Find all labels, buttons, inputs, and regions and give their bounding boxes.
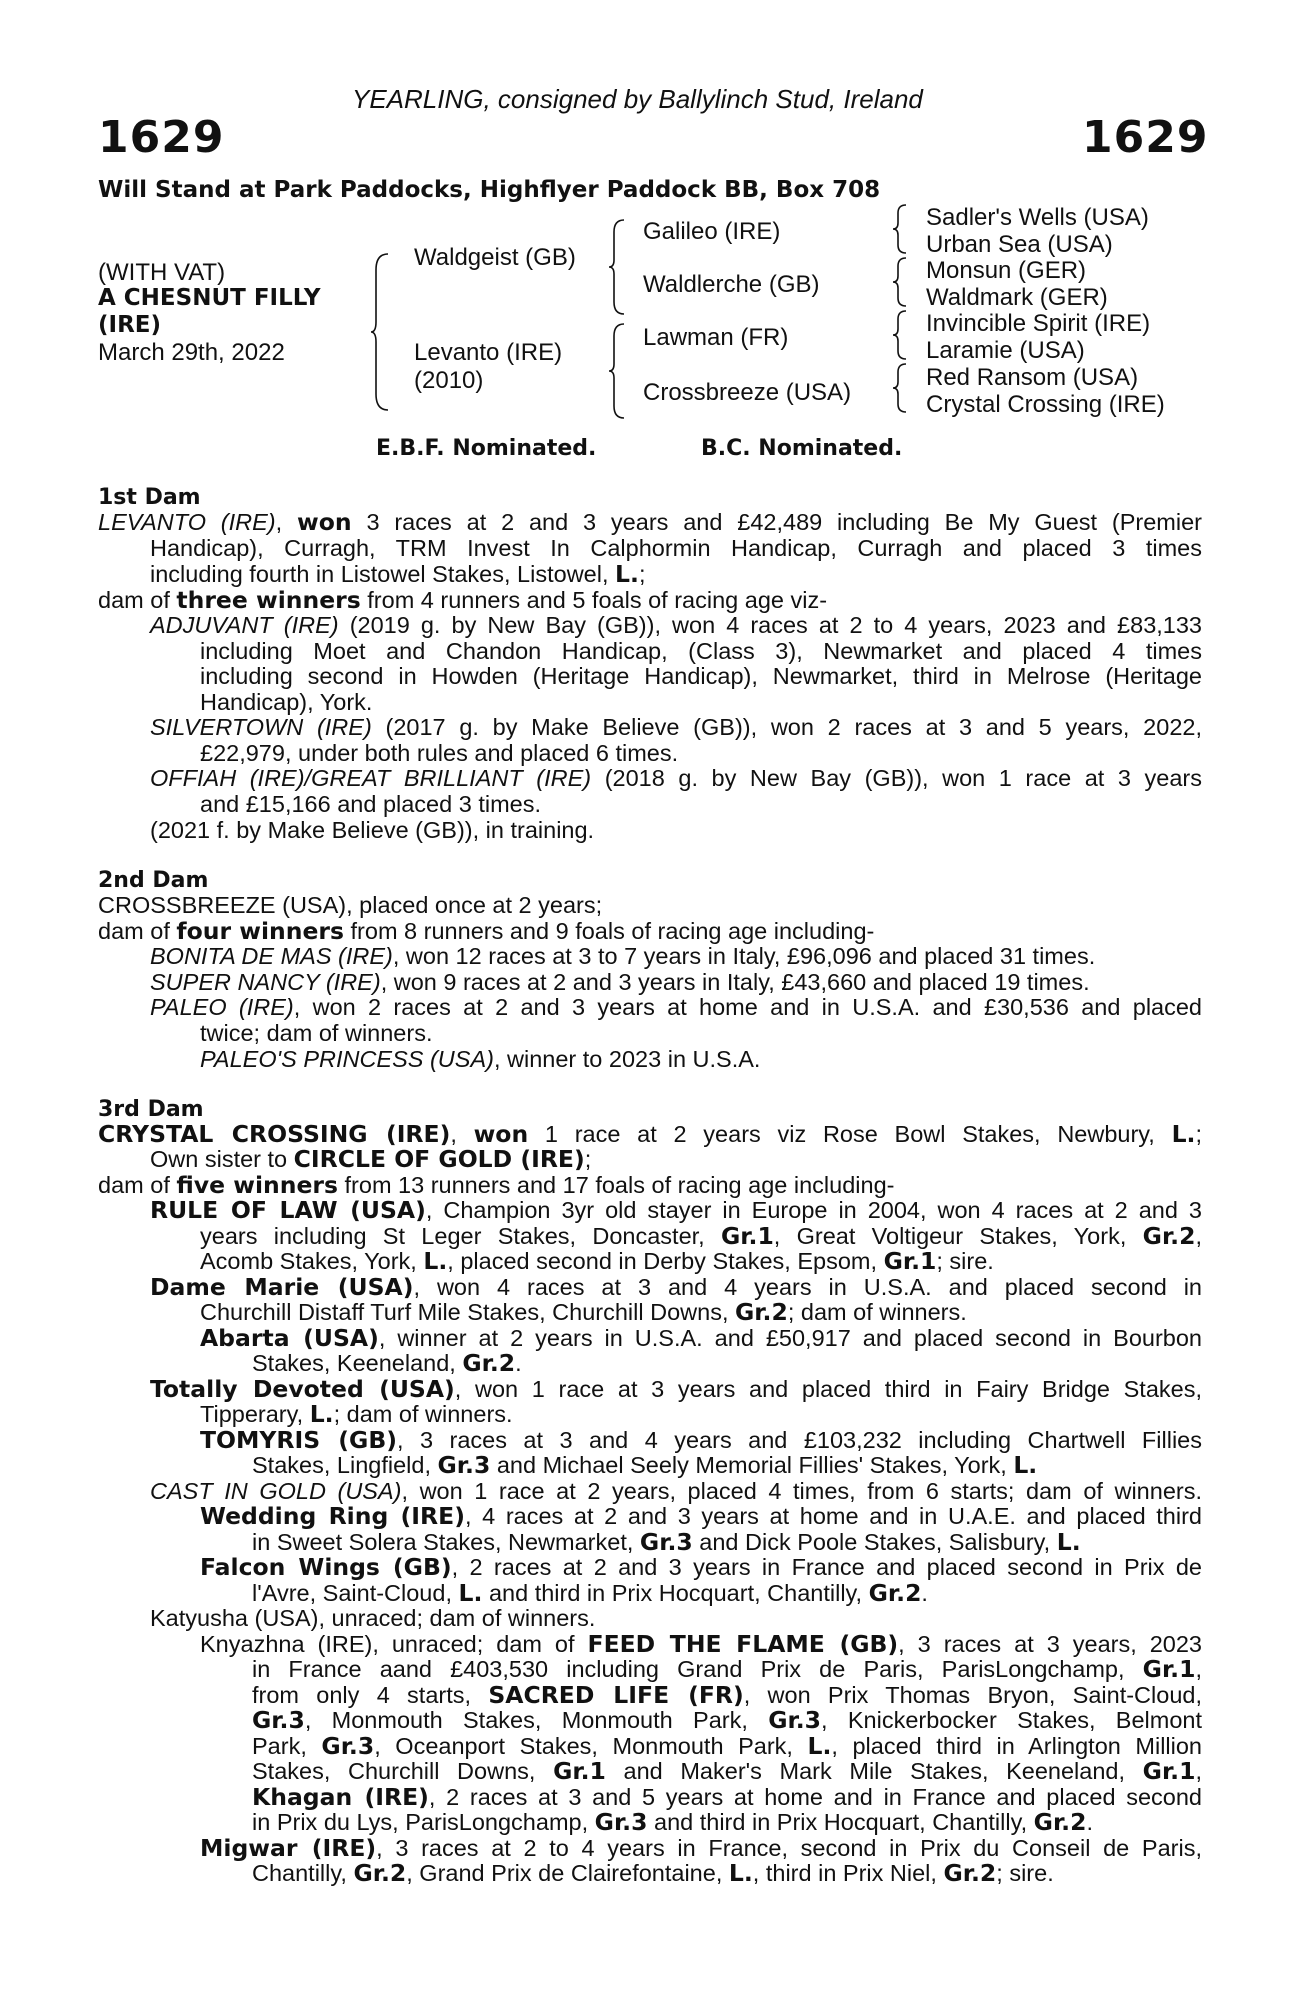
pedigree-dss: Invincible Spirit (IRE) xyxy=(926,310,1151,337)
pedigree-brace-ss xyxy=(892,203,910,255)
first-dam-heading: 1st Dam xyxy=(98,485,201,510)
produce-entry: Migwar (IRE), 3 races at 2 to 4 years in France, second in Prix du Conseil de Paris, xyxy=(200,1834,1202,1862)
produce-entry: Katyusha (USA), unraced; dam of winners. xyxy=(150,1605,596,1631)
horse-name: A CHESNUT FILLY xyxy=(98,285,321,311)
pedigree-dam: Levanto (IRE) xyxy=(414,339,563,366)
produce-entry: (2021 f. by Make Believe (GB)), in training. xyxy=(150,817,595,843)
produce-entry: TOMYRIS (GB), 3 races at 3 and 4 years and £103,232 including Chartwell Fillies xyxy=(200,1426,1202,1454)
produce-entry: Acomb Stakes, York, L., placed second in Derby Stakes, Epsom, Gr.1; sire. xyxy=(200,1247,994,1275)
pedigree-brace-dd xyxy=(892,362,910,414)
produce-entry: Khagan (IRE), 2 races at 3 and 5 years at home and in France and placed second xyxy=(252,1783,1202,1811)
produce-entry: in Sweet Solera Stakes, Newmarket, Gr.3 and Dick Poole Stakes, Salisbury, L. xyxy=(252,1528,1081,1556)
produce-entry: in Prix du Lys, ParisLongchamp, Gr.3 and third in Prix Hocquart, Chantilly, Gr.2. xyxy=(252,1808,1093,1836)
produce-entry: OFFIAH (IRE)/GREAT BRILLIANT (IRE) (2018 g. by New Bay (GB)), won 1 race at 3 years xyxy=(150,765,1203,791)
produce-entry: PALEO (IRE), won 2 races at 2 and 3 years at home and in U.S.A. and £30,536 and placed xyxy=(150,994,1202,1020)
produce-entry: £22,979, under both rules and placed 6 times. xyxy=(200,740,679,766)
produce-entry: Falcon Wings (GB), 2 races at 2 and 3 years in France and placed second in Prix de xyxy=(200,1553,1202,1581)
produce-entry: RULE OF LAW (USA), Champion 3yr old stayer in Europe in 2004, won 4 races at 2 and 3 xyxy=(150,1196,1202,1224)
produce-entry: including second in Howden (Heritage Handicap), Newmarket, third in Melrose (Heritage xyxy=(200,663,1202,689)
pedigree-sire-dam: Waldlerche (GB) xyxy=(643,271,820,298)
produce-entry: Totally Devoted (USA), won 1 race at 3 years and placed third in Fairy Bridge Stakes, xyxy=(150,1375,1203,1403)
vat-label: (WITH VAT) xyxy=(98,259,226,286)
pedigree-brace-sire xyxy=(608,218,628,316)
third-dam-line: CRYSTAL CROSSING (IRE), won 1 race at 2 years viz Rose Bowl Stakes, Newbury, L.; xyxy=(98,1120,1202,1148)
lot-number-left: 1629 xyxy=(98,112,225,163)
first-dam-produce-summary: dam of three winners from 4 runners and 5 foals of racing age viz- xyxy=(98,586,828,614)
produce-entry: Gr.3, Monmouth Stakes, Monmouth Park, Gr.3, Knickerbocker Stakes, Belmont xyxy=(252,1706,1202,1734)
produce-entry: Knyazhna (IRE), unraced; dam of FEED THE FLAME (GB), 3 races at 3 years, 2023 xyxy=(200,1630,1202,1658)
produce-entry: Park, Gr.3, Oceanport Stakes, Monmouth Park, L., placed third in Arlington Million xyxy=(252,1732,1203,1760)
foaling-date: March 29th, 2022 xyxy=(98,339,285,366)
pedigree-dds: Red Ransom (USA) xyxy=(926,364,1139,391)
produce-entry: Tipperary, L.; dam of winners. xyxy=(200,1400,513,1428)
pedigree-sds: Monsun (GER) xyxy=(926,257,1087,284)
produce-entry: from only 4 starts, SACRED LIFE (FR), won Prix Thomas Bryon, Saint-Cloud, xyxy=(252,1681,1202,1709)
produce-entry: l'Avre, Saint-Cloud, L. and third in Prix Hocquart, Chantilly, Gr.2. xyxy=(252,1579,928,1607)
horse-country: (IRE) xyxy=(98,312,162,338)
pedigree-brace-main xyxy=(370,252,392,412)
pedigree-dam-sire: Lawman (FR) xyxy=(643,324,789,351)
first-dam-line: Handicap), Curragh, TRM Invest In Calphormin Handicap, Curragh and placed 3 times xyxy=(150,535,1202,561)
produce-entry: Dame Marie (USA), won 4 races at 3 and 4 years in U.S.A. and placed second in xyxy=(150,1273,1202,1301)
pedigree-dam-dam: Crossbreeze (USA) xyxy=(643,379,852,406)
pedigree-brace-sd xyxy=(892,256,910,308)
produce-entry: ADJUVANT (IRE) (2019 g. by New Bay (GB)), won 4 races at 2 to 4 years, 2023 and £83,133 xyxy=(150,612,1203,638)
produce-entry: Stakes, Lingfield, Gr.3 and Michael Seely Memorial Fillies' Stakes, York, L. xyxy=(252,1451,1038,1479)
second-dam-heading: 2nd Dam xyxy=(98,868,209,893)
third-dam-produce-summary: dam of five winners from 13 runners and 17 foals of racing age including- xyxy=(98,1171,895,1199)
bc-nomination: B.C. Nominated. xyxy=(701,436,903,461)
produce-entry: CAST IN GOLD (USA), won 1 race at 2 years, placed 4 times, from 6 starts; dam of winners. xyxy=(150,1478,1202,1504)
second-dam-line: CROSSBREEZE (USA), placed once at 2 years; xyxy=(98,892,603,918)
second-dam-produce-summary: dam of four winners from 8 runners and 9 foals of racing age including- xyxy=(98,917,875,945)
produce-entry: BONITA DE MAS (IRE), won 12 races at 3 to 7 years in Italy, £96,096 and placed 31 times. xyxy=(150,943,1096,969)
pedigree-sss: Sadler's Wells (USA) xyxy=(926,204,1149,231)
produce-entry: including Moet and Chandon Handicap, (Class 3), Newmarket and placed 4 times xyxy=(200,638,1202,664)
first-dam-line: LEVANTO (IRE), won 3 races at 2 and 3 years and £42,489 including Be My Guest (Premier xyxy=(98,508,1202,536)
third-dam-line: Own sister to CIRCLE OF GOLD (IRE); xyxy=(150,1145,592,1173)
produce-entry: years including St Leger Stakes, Doncaster, Gr.1, Great Voltigeur Stakes, York, Gr.2, xyxy=(200,1222,1202,1250)
stand-location: Will Stand at Park Paddocks, Highflyer Paddock BB, Box 708 xyxy=(98,177,881,203)
produce-entry: Wedding Ring (IRE), 4 races at 2 and 3 years at home and in U.A.E. and placed third xyxy=(200,1502,1202,1530)
pedigree-brace-dam xyxy=(608,322,628,420)
produce-entry: Handicap), York. xyxy=(200,689,373,715)
pedigree-ssd: Urban Sea (USA) xyxy=(926,231,1113,258)
pedigree-dsd: Laramie (USA) xyxy=(926,337,1085,364)
produce-entry: Churchill Distaff Turf Mile Stakes, Churchill Downs, Gr.2; dam of winners. xyxy=(200,1298,967,1326)
produce-entry: SILVERTOWN (IRE) (2017 g. by Make Believe (GB)), won 2 races at 3 and 5 years, 2022, xyxy=(150,714,1202,740)
first-dam-line: including fourth in Listowel Stakes, Listowel, L.; xyxy=(150,560,646,588)
pedigree-sire: Waldgeist (GB) xyxy=(414,244,576,271)
produce-entry: Abarta (USA), winner at 2 years in U.S.A. and £50,917 and placed second in Bourbon xyxy=(200,1324,1202,1352)
produce-entry: Stakes, Keeneland, Gr.2. xyxy=(252,1349,522,1377)
consignment-line: YEARLING, consigned by Ballylinch Stud, Ireland xyxy=(352,84,923,114)
pedigree-sire-sire: Galileo (IRE) xyxy=(643,218,781,245)
produce-entry: Stakes, Churchill Downs, Gr.1 and Maker's Mark Mile Stakes, Keeneland, Gr.1, xyxy=(252,1757,1202,1785)
produce-entry: and £15,166 and placed 3 times. xyxy=(200,791,542,817)
produce-entry: twice; dam of winners. xyxy=(200,1020,433,1046)
pedigree-brace-ds xyxy=(892,309,910,361)
produce-entry: in France aand £403,530 including Grand Prix de Paris, ParisLongchamp, Gr.1, xyxy=(252,1655,1202,1683)
pedigree-ddd: Crystal Crossing (IRE) xyxy=(926,391,1165,418)
ebf-nomination: E.B.F. Nominated. xyxy=(376,436,597,461)
pedigree-dam-year: (2010) xyxy=(414,367,484,394)
lot-number-right: 1629 xyxy=(1082,112,1209,163)
produce-entry: SUPER NANCY (IRE), won 9 races at 2 and 3 years in Italy, £43,660 and placed 19 times. xyxy=(150,969,1090,995)
pedigree-sdd: Waldmark (GER) xyxy=(926,284,1108,311)
produce-entry: Chantilly, Gr.2, Grand Prix de Clairefontaine, L., third in Prix Niel, Gr.2; sire. xyxy=(252,1859,1054,1887)
produce-entry: PALEO'S PRINCESS (USA), winner to 2023 in U.S.A. xyxy=(200,1046,761,1072)
third-dam-heading: 3rd Dam xyxy=(98,1097,204,1122)
